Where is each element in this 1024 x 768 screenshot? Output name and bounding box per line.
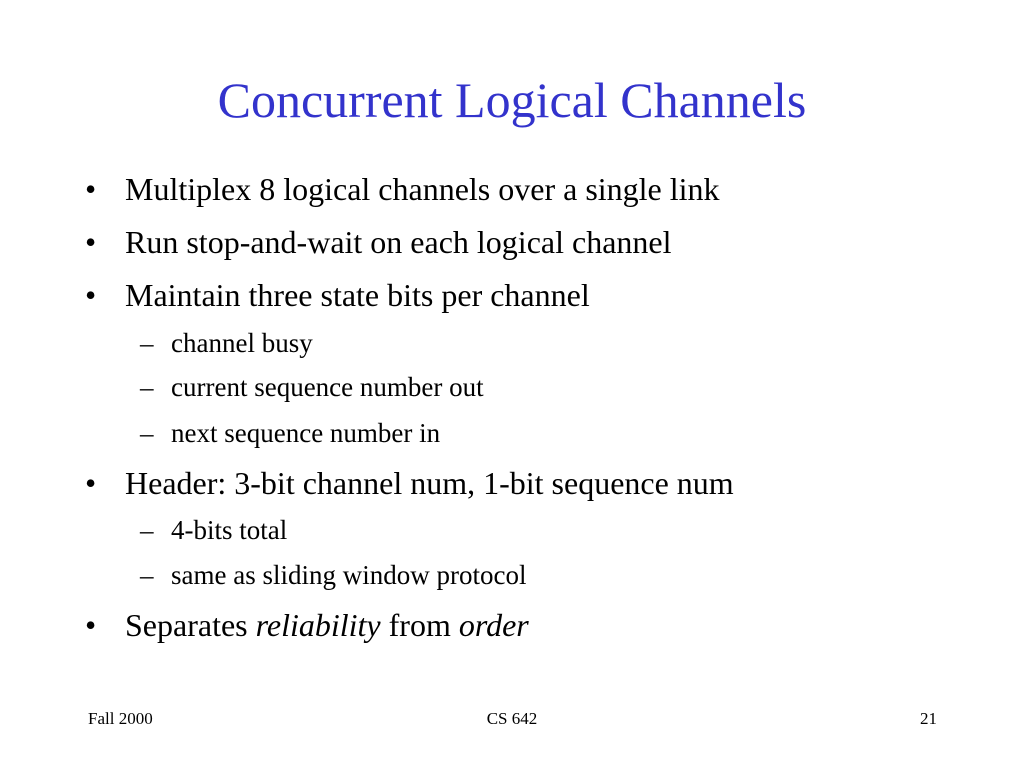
footer-slide-number: 21	[920, 709, 937, 728]
bullet-marker: •	[85, 224, 97, 260]
bullet-text	[125, 605, 529, 645]
footer-date: Fall 2000	[88, 709, 153, 728]
bullet-marker: •	[85, 171, 97, 207]
bullet-text: Header: 3-bit channel num, 1-bit sequence num	[125, 465, 734, 501]
sub-bullet-text: next sequence number in	[171, 418, 441, 448]
bullet-text: Multiplex 8 logical channels over a single link	[125, 171, 720, 207]
bullet-text-part: Separates	[125, 607, 256, 643]
emphasis-order: order	[458, 607, 529, 643]
slide-title: Concurrent Logical Channels	[217, 72, 807, 128]
bullet-text: Maintain three state bits per channel	[125, 277, 590, 313]
sub-bullet-text: same as sliding window protocol	[171, 560, 527, 590]
bullet-marker: •	[85, 277, 97, 313]
bullet-marker: •	[85, 465, 97, 501]
bullet-marker: •	[85, 607, 97, 643]
footer-course: CS 642	[486, 709, 538, 728]
dash-marker: –	[140, 560, 154, 590]
dash-marker: –	[140, 372, 154, 402]
dash-marker: –	[140, 418, 154, 448]
dash-marker: –	[140, 515, 154, 545]
emphasis-reliability: reliability	[255, 607, 381, 643]
sub-bullet-text: current sequence number out	[171, 372, 484, 402]
sub-bullet-text: channel busy	[171, 328, 313, 358]
bullet-text: Run stop-and-wait on each logical channel	[125, 224, 672, 260]
dash-marker: –	[140, 328, 154, 358]
sub-bullet-text: 4-bits total	[171, 515, 288, 545]
bullet-text-part: from	[380, 607, 459, 643]
